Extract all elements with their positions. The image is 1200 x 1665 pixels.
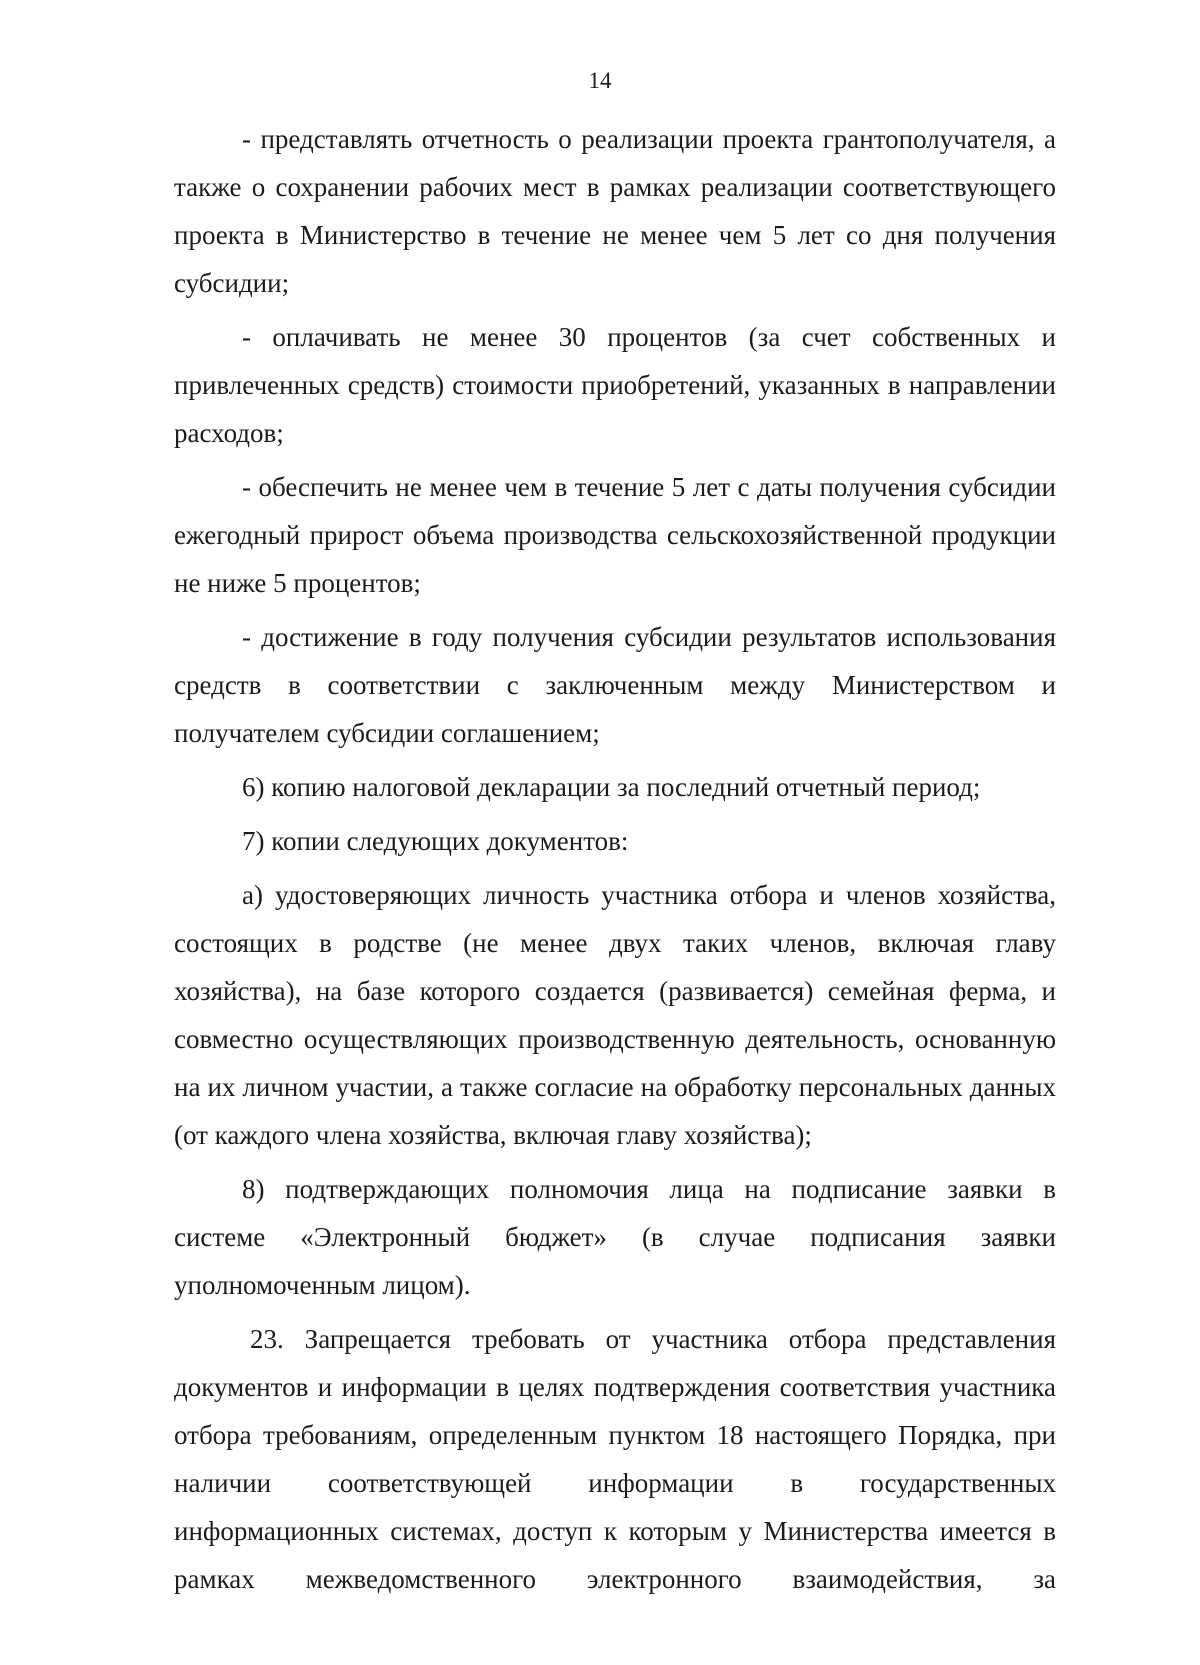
document-body [174, 115, 1056, 1603]
paragraph-clause-23: 23. Запрещается требовать от участника отбора представления документов и информации в целях подтверждения соответствия участника отбора требованиям, определенным пунктом 18 настоящего Порядка, при наличии соответствующей информации в государственных информационных системах, доступ к которым у Министерства имеется в рамках межведомственного электронного взаимодействия, за [174, 1324, 1056, 1594]
paragraph-authority-documents: 8) подтверждающих полномочия лица на подписание заявки в системе «Электронный бюджет» (в случае подписания заявки уполномоченным лицом). [174, 1174, 1056, 1300]
paragraph-identity-documents: а) удостоверяющих личность участника отбора и членов хозяйства, состоящих в родстве (не менее двух таких членов, включая главу хозяйства), на базе которого создается (развивается) семейная ферма, и совместно осуществляющих производственную деятельность, основанную на их личном участии, а также согласие на обработку персональных данных (от каждого члена хозяйства, включая главу хозяйства); [174, 880, 1056, 1150]
paragraph-production-growth-obligation: - обеспечить не менее чем в течение 5 лет с даты получения субсидии ежегодный прирост объема производства сельскохозяйственной продукции не ниже 5 процентов; [174, 472, 1056, 598]
paragraph-tax-declaration: 6) копию налоговой декларации за последний отчетный период; [242, 772, 981, 802]
paragraph-documents-copies: 7) копии следующих документов: [242, 826, 629, 856]
paragraph-cofinancing-obligation: - оплачивать не менее 30 процентов (за счет собственных и привлеченных средств) стоимости приобретений, указанных в направлении расходов; [174, 322, 1056, 448]
paragraph-report-obligation: - представлять отчетность о реализации проекта грантополучателя, а также о сохранении рабочих мест в рамках реализации соответствующего проекта в Министерство в течение не менее чем 5 лет со дня получения субсидии; [174, 124, 1056, 298]
paragraph-results-achievement: - достижение в году получения субсидии результатов использования средств в соответствии с заключенным между Министерством и получателем субсидии соглашением; [174, 622, 1056, 748]
page-number: 14 [588, 68, 612, 93]
